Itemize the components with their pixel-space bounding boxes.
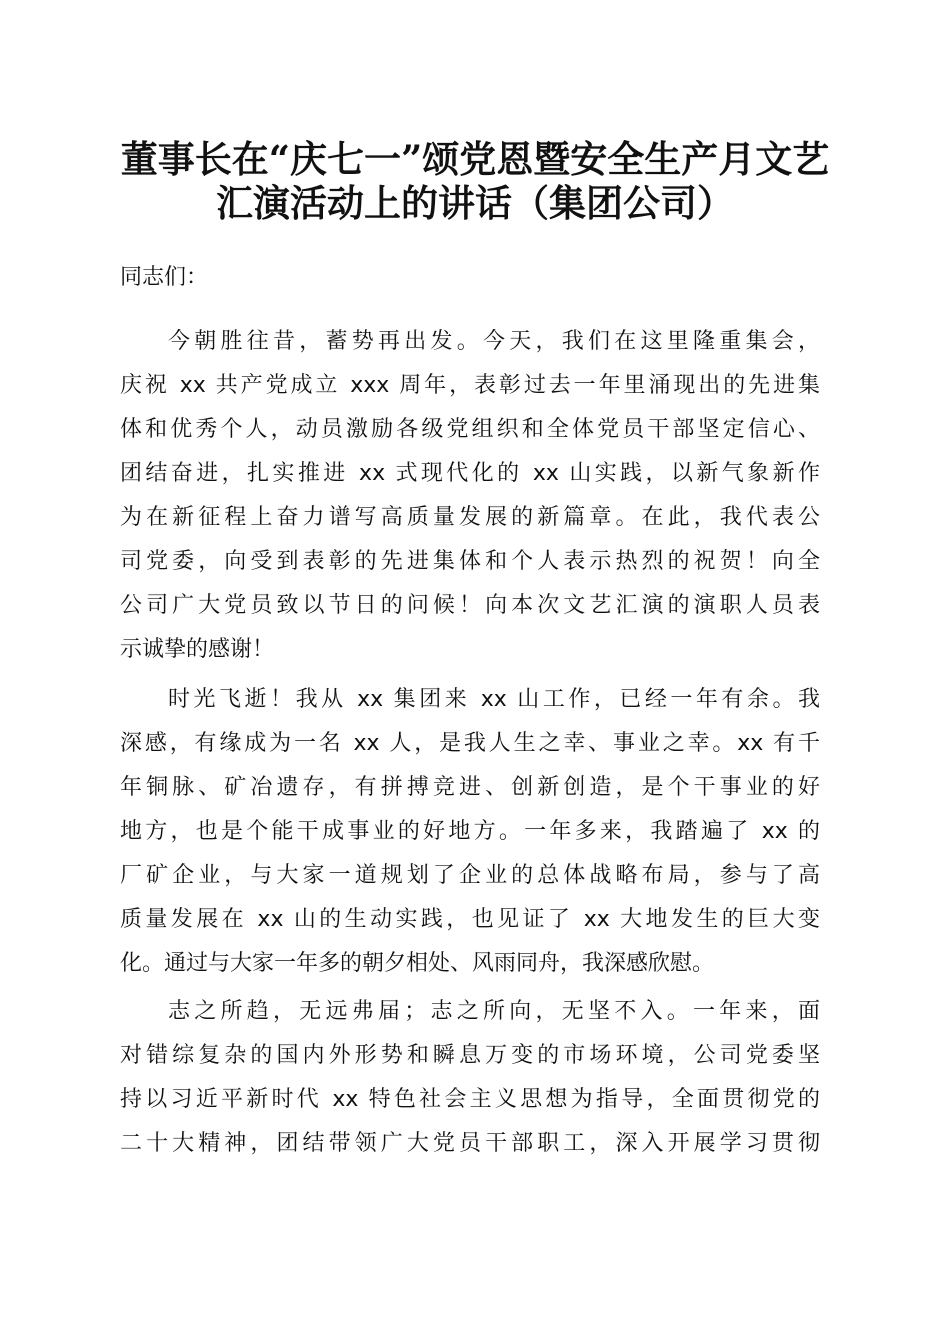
paragraph-2-line-1: 时光飞逝！我从 xx 集团来 xx 山工作，已经一年有余。我 [168, 687, 820, 712]
paragraph-2-line-2: 深感，有缘成为一名 xx 人，是我人生之幸、事业之幸。xx 有千 [120, 731, 820, 756]
paragraph-1-line-2: 庆祝 xx 共产党成立 xxx 周年，表彰过去一年里涌现出的先进集 [120, 373, 820, 398]
paragraph-3-line-3: 持以习近平新时代 xx 特色社会主义思想为指导，全面贯彻党的 [120, 1087, 820, 1112]
paragraph-3-line-4: 二十大精神，团结带领广大党员干部职工，深入开展学习贯彻 [120, 1131, 820, 1156]
paragraph-1-line-5: 为在新征程上奋力谱写高质量发展的新篇章。在此，我代表公 [120, 505, 820, 530]
paragraph-2-line-7: 化。通过与大家一年多的朝夕相处、风雨同舟，我深感欣慰。 [120, 951, 715, 976]
paragraph-2-line-5: 厂矿企业，与大家一道规划了企业的总体战略布局，参与了高 [120, 863, 820, 888]
document-title-line-2: 汇演活动上的讲话（集团公司） [216, 181, 734, 225]
paragraph-2-line-4: 地方，也是个能干成事业的好地方。一年多来，我踏遍了 xx 的 [120, 819, 820, 844]
paragraph-1-line-4: 团结奋进，扎实推进 xx 式现代化的 xx 山实践，以新气象新作 [120, 461, 820, 486]
paragraph-2-line-3: 年铜脉、矿冶遗存，有拼搏竞进、创新创造，是个干事业的好 [120, 775, 820, 800]
greeting: 同志们： [120, 265, 209, 290]
paragraph-2-line-6: 质量发展在 xx 山的生动实践，也见证了 xx 大地发生的巨大变 [120, 907, 820, 932]
paragraph-3-line-1: 志之所趋，无远弗届；志之所向，无坚不入。一年来，面 [168, 999, 820, 1024]
paragraph-1-line-6: 司党委，向受到表彰的先进集体和个人表示热烈的祝贺！向全 [120, 549, 820, 574]
paragraph-3-line-2: 对错综复杂的国内外形势和瞬息万变的市场环境，公司党委坚 [120, 1043, 820, 1068]
paragraph-1-line-3: 体和优秀个人，动员激励各级党组织和全体党员干部坚定信心、 [120, 417, 820, 442]
paragraph-1-line-1: 今朝胜往昔，蓄势再出发。今天，我们在这里隆重集会， [168, 329, 820, 354]
paragraph-1-line-7: 公司广大党员致以节日的问候！向本次文艺汇演的演职人员表 [120, 593, 820, 618]
paragraph-1-line-8: 示诚挚的感谢！ [120, 637, 275, 662]
document-title-line-1: 董事长在“庆七一”颂党恩暨安全生产月文艺 [120, 137, 830, 181]
